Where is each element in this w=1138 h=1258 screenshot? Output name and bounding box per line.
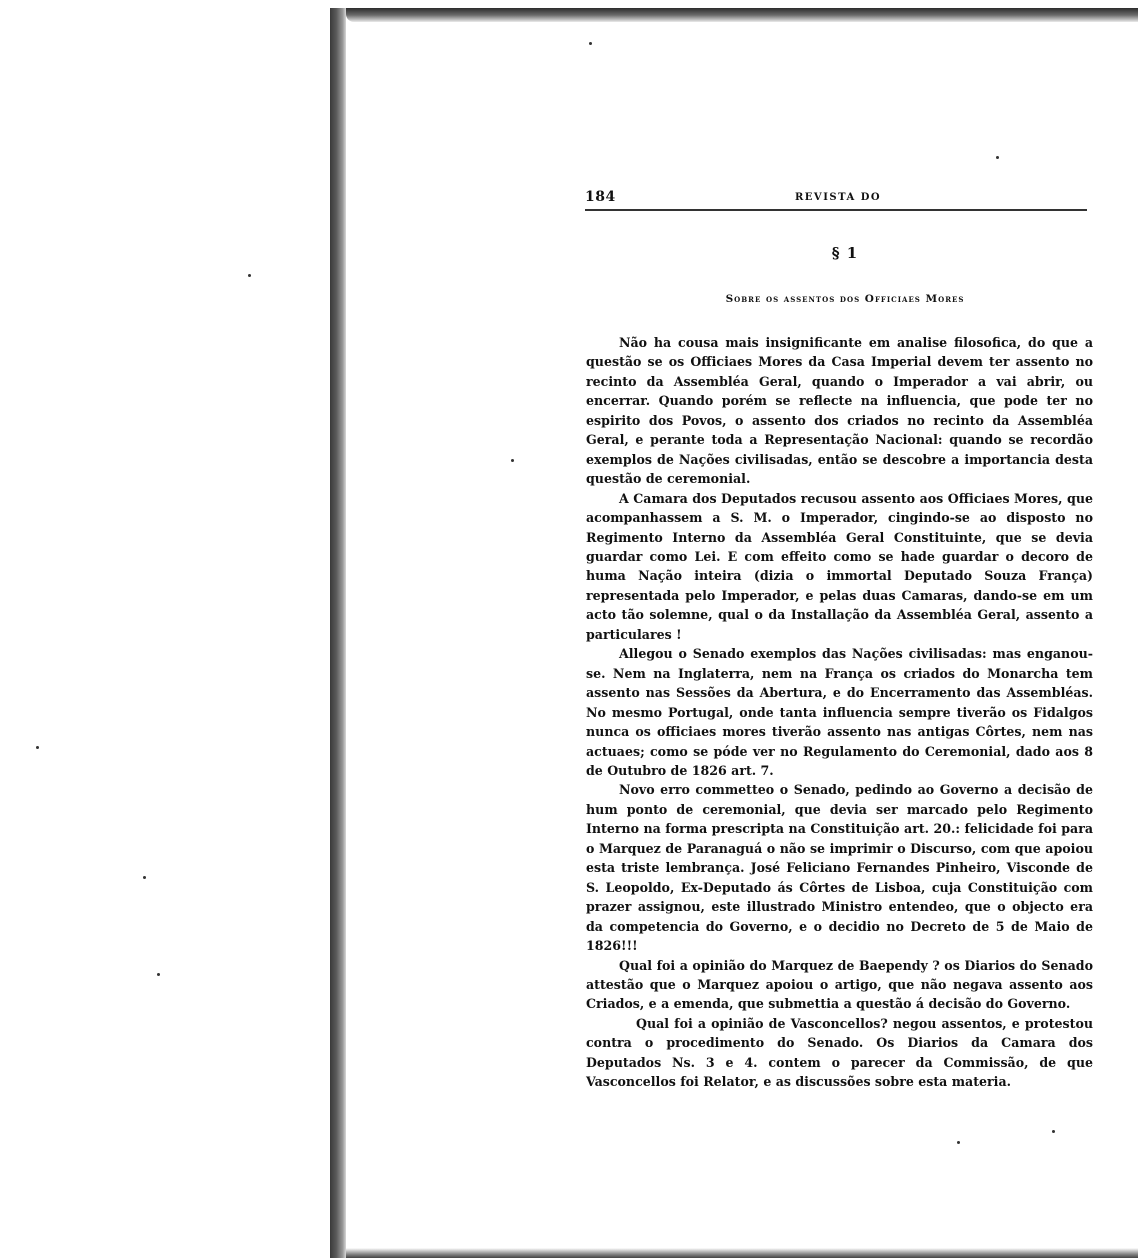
paper-speck	[248, 274, 251, 277]
body-text	[586, 333, 1093, 1092]
section-mark: § 1	[831, 244, 859, 262]
paper-speck	[511, 459, 514, 462]
paragraph: A Camara dos Deputados recusou assento aos Officiaes Mores, que acompanhassem a S. M. o Imperador, cingindo-se ao disposto no Regimento Interno da Assembléa Geral Constituinte, que se devia guardar como Lei. E com effeito como se hade guardar o decoro de huma Nação inteira (dizia o immortal Deputado Souza França) representada pelo Imperador, e pelas duas Camaras, dando-se em um acto tão solemne, qual o da Installação da Assembléa Geral, assento a particulares !	[586, 490, 1093, 642]
paper-speck	[1052, 1130, 1055, 1133]
running-header	[585, 187, 1093, 213]
paragraph: Novo erro commetteo o Senado, pedindo ao Governo a decisão de hum ponto de ceremonial, que devia ser marcado pelo Regimento Interno na forma prescripta na Constituição art. 20.: felicidade foi para o Marquez de Paranaguá o não se imprimir o Discurso, com que apoiou esta triste lembrança. José Feliciano Fernandes Pinheiro, Visconde de S. Leopoldo, Ex-Deputado ás Côrtes de Lisboa, cuja Constituição com prazer assignou, este illustrado Ministro entendeo, que o objecto era da competencia do Governo, e o decidio no Decreto de 5 de Maio de 1826!!!	[586, 782, 1093, 954]
paper-speck	[957, 1141, 960, 1144]
paragraph: Não ha cousa mais insignificante em analise filosofica, do que a questão se os Officiaes Mores da Casa Imperial devem ter assento no recinto da Assembléa Geral, quando o Imperador a vai abrir, ou encerrar. Quando porém se reflecte na influencia, que pode ter no espirito dos Povos, o assento dos criados no recinto da Assembléa Geral, e perante toda a Representação Nacional: quando se recordão exemplos de Nações civilisadas, então se descobre a importancia desta questão de ceremonial.	[586, 335, 1093, 487]
book-spine-gutter	[330, 8, 346, 1258]
page-top-edge	[346, 8, 1138, 22]
running-title: REVISTA DO	[795, 192, 882, 203]
paragraph: Qual foi a opinião de Vasconcellos? negou assentos, e protestou contra o procedimento do Senado. Os Diarios da Camara dos Deputados Ns. 3 e 4. contem o parecer da Commissão, de que Vasconcellos foi Relator, e as discussões sobre esta materia.	[586, 1015, 1093, 1090]
paper-speck	[157, 973, 160, 976]
paragraph: Qual foi a opinião do Marquez de Baependy ? os Diarios do Senado attestão que o Marquez apoiou o artigo, que não negava assento aos Criados, e a emenda, que submettia a questão á decisão do Governo.	[586, 957, 1093, 1012]
paper-speck	[996, 156, 999, 159]
paper-speck	[143, 876, 146, 879]
paper-speck	[36, 746, 39, 749]
facing-page-blank	[0, 0, 333, 1258]
paragraph: Allegou o Senado exemplos das Nações civilisadas: mas enganou-se. Nem na Inglaterra, nem na França os criados do Monarcha tem assento nas Sessões da Abertura, e do Encerramento das Assembléas. No mesmo Portugal, onde tanta influencia sempre tiverão os Fidalgos nunca os officiaes mores tiverão assento nas antigas Côrtes, nem nas actuaes; como se póde ver no Regulamento do Ceremonial, dado aos 8 de Outubro de 1826 art. 7.	[586, 646, 1093, 778]
page-number: 184	[585, 189, 616, 205]
paper-speck	[589, 42, 592, 45]
section-title: Sobre os assentos dos Officiaes Mores	[725, 293, 965, 305]
header-rule	[585, 209, 1087, 211]
page-bottom-edge	[346, 1248, 1138, 1258]
